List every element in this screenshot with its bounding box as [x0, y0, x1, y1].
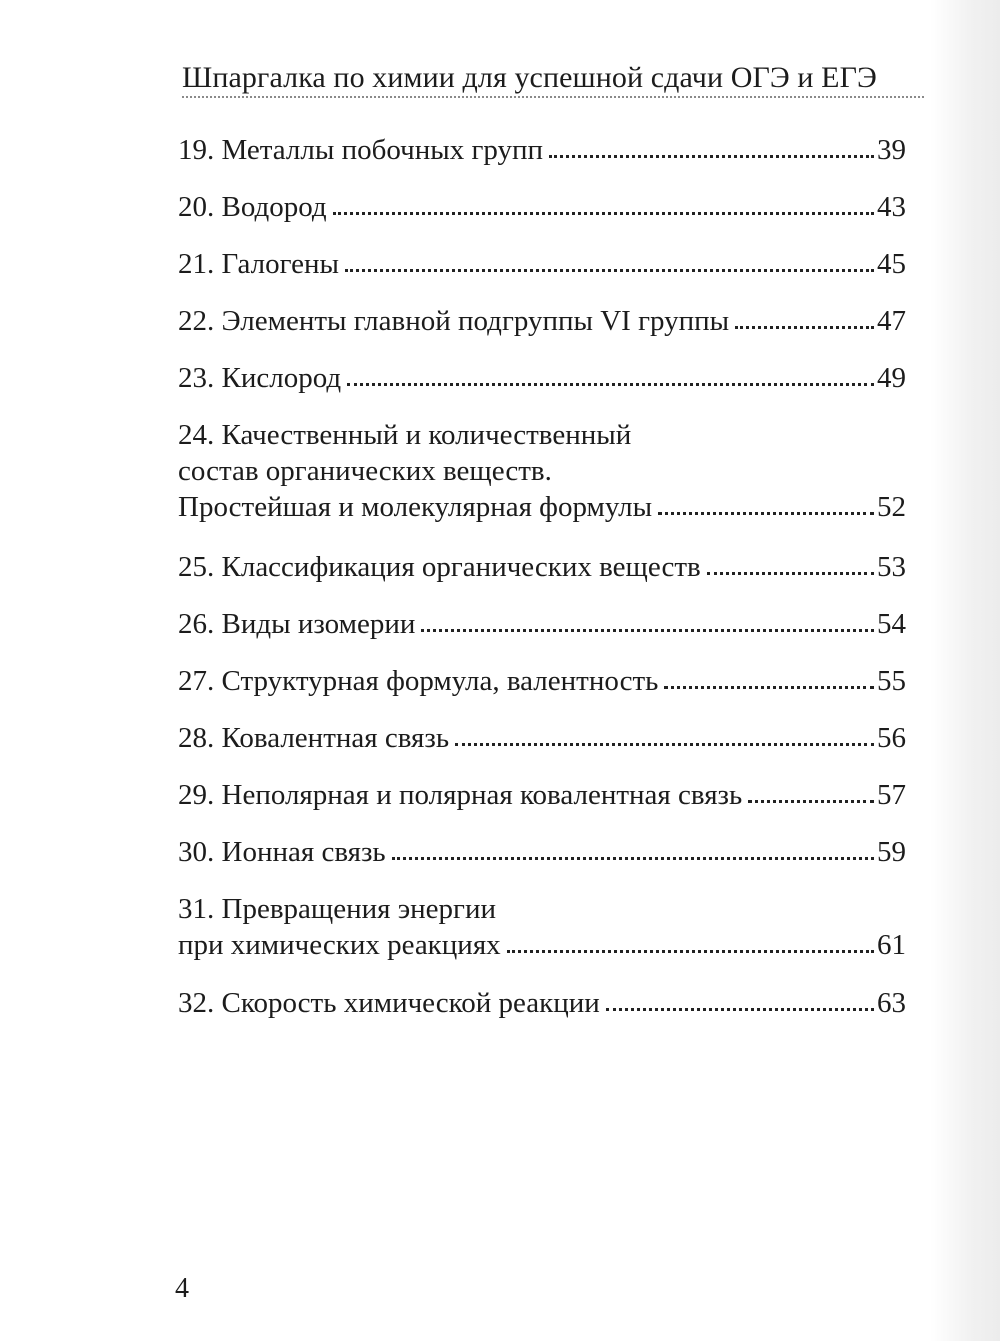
toc-entry-title: 26. Виды изомерии [178, 608, 416, 640]
toc-entry-line [178, 985, 906, 1021]
dot-leader [748, 800, 874, 803]
toc-entry [178, 720, 906, 756]
dot-leader [606, 1008, 874, 1011]
toc-entry [178, 663, 906, 699]
toc-entry-line [178, 606, 906, 642]
toc-entry-page-number: 39 [877, 134, 906, 166]
toc-entry-line [178, 720, 906, 756]
toc-entry-page-number: 54 [877, 608, 906, 640]
toc-entry [178, 891, 906, 963]
dot-leader [347, 383, 874, 386]
toc-entry [178, 360, 906, 396]
toc-entry-line [178, 777, 906, 813]
toc-entry-page-number: 53 [877, 551, 906, 583]
dot-leader [333, 212, 874, 215]
toc-entry [178, 549, 906, 585]
toc-entry-title-line: состав органических веществ. [178, 455, 552, 487]
dot-leader [455, 743, 874, 746]
page-edge-shadow [930, 0, 1000, 1341]
toc-entry-line [178, 489, 906, 525]
toc-entry-title: 19. Металлы побочных групп [178, 134, 544, 166]
toc-entry-page-number: 61 [877, 929, 906, 961]
toc-entry-line [178, 189, 906, 225]
toc-entry [178, 189, 906, 225]
toc-entry-page-number: 43 [877, 191, 906, 223]
toc-entry [178, 132, 906, 168]
toc-entry-title: 32. Скорость химической реакции [178, 987, 600, 1019]
toc-entry-line [178, 360, 906, 396]
toc-entry-page-number: 45 [877, 248, 906, 280]
toc-entry [178, 985, 906, 1021]
toc-entry-title: 23. Кислород [178, 362, 342, 394]
toc-entry-line [178, 303, 906, 339]
toc-entry [178, 417, 906, 525]
toc-entry-line [178, 246, 906, 282]
dot-leader [345, 269, 874, 272]
toc-entry-line [178, 549, 906, 585]
toc-entry-title: 25. Классификация органических веществ [178, 551, 701, 583]
dot-leader [664, 686, 874, 689]
toc-entry-title: 27. Структурная формула, валентность [178, 665, 659, 697]
toc-entry-page-number: 47 [877, 305, 906, 337]
dot-leader [707, 572, 874, 575]
toc-entry [178, 246, 906, 282]
toc-entry-line [178, 927, 906, 963]
toc-entry-title: 29. Неполярная и полярная ковалентная связь [178, 779, 743, 811]
dot-leader [421, 629, 874, 632]
toc-entry [178, 834, 906, 870]
toc-entry-page-number: 49 [877, 362, 906, 394]
toc-entry-title: 20. Водород [178, 191, 327, 223]
toc-entry-title: 21. Галогены [178, 248, 340, 280]
toc-entry-page-number: 56 [877, 722, 906, 754]
running-header: Шпаргалка по химии для успешной сдачи ОГЭ и ЕГЭ [182, 61, 877, 94]
toc-entry-title: 30. Ионная связь [178, 836, 386, 868]
dot-leader [658, 512, 874, 515]
toc-entry [178, 303, 906, 339]
toc-entry-page-number: 57 [877, 779, 906, 811]
toc-entry-line [178, 132, 906, 168]
toc-entry-title: 28. Ковалентная связь [178, 722, 450, 754]
toc-entry [178, 606, 906, 642]
toc-entry-page-number: 52 [877, 491, 906, 523]
toc-entry-line [178, 663, 906, 699]
toc-entry-page-number: 59 [877, 836, 906, 868]
toc-entry-line [178, 834, 906, 870]
page-number: 4 [175, 1273, 189, 1304]
toc-entry-title: 22. Элементы главной подгруппы VI группы [178, 305, 730, 337]
toc-entry-title-line: 31. Превращения энергии [178, 893, 496, 925]
toc-entry-page-number: 55 [877, 665, 906, 697]
dot-leader [507, 950, 874, 953]
toc-entry-title-line: 24. Качественный и количественный [178, 419, 632, 451]
header-divider [182, 96, 924, 98]
toc-entry [178, 777, 906, 813]
dot-leader [549, 155, 874, 158]
dot-leader [735, 326, 874, 329]
dot-leader [392, 857, 874, 860]
toc-entry-page-number: 63 [877, 987, 906, 1019]
toc-entry-title: при химических реакциях [178, 929, 501, 961]
toc-entry-title: Простейшая и молекулярная формулы [178, 491, 653, 523]
